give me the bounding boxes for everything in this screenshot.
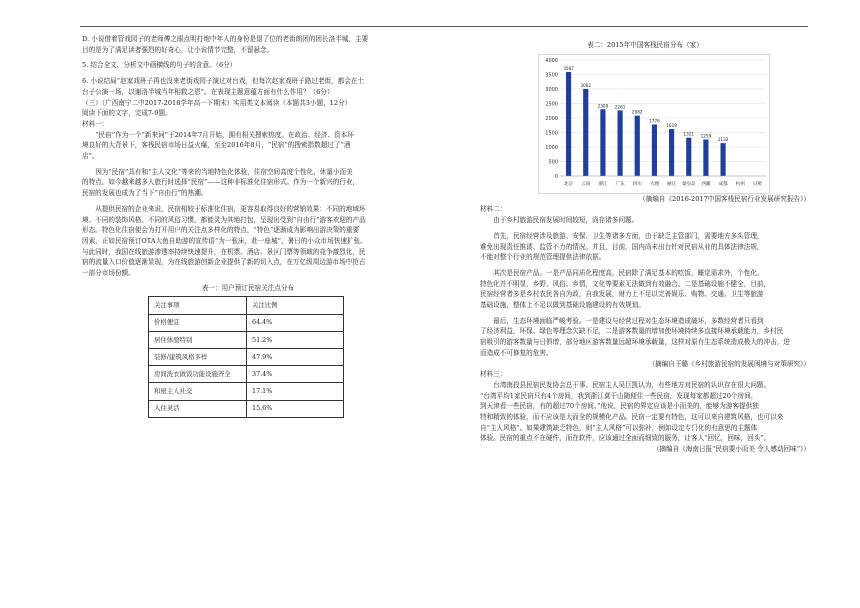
bar [566,72,571,176]
y-tick-label: 500 [548,159,558,166]
x-tick-label: 成都 [718,181,728,187]
text-line: 从提供民宿的企业来说，民宿相较于标准化住宿，更容易取得良好的营销效果：不同的地域环 [95,204,366,213]
text-line: 不能对整个行业的规范管理提供法律依据。 [480,253,606,262]
text-line: 特和精致的体验，而不应该是大而全的规模化产品。民宿一定要有特色，这可以来自建筑风格，也可以来 [480,413,784,422]
table-cell: 房间洗衣做饭功能设施齐全 [149,366,247,383]
data-label: 2300 [597,103,609,109]
bar [721,143,726,176]
x-tick-label: 广东 [615,181,625,187]
y-tick-label: 2000 [545,115,558,122]
bar [583,89,588,176]
x-tick-label: 秦皇岛 [681,181,696,187]
x-tick-label: 丽江 [666,181,677,187]
table-cell: 入住灵活 [149,400,247,417]
material-1-paragraph-1 [82,130,414,162]
material-1-paragraph-2 [82,167,414,199]
text-line: 宿的流量入口价值逐渐显现，为在线旅游创新企业提供了新的切入点，在万亿级周边游市场中抢占 [82,258,366,267]
data-label: 1776 [649,118,660,124]
table-cell: 和屋主人社交 [149,383,247,400]
text-line: “台湾平均1家民宿只有4个房间，我到浙江莫干山随便住一些民宿，发现每家都超过20个房间， [480,391,758,400]
chart-title: 表二：2015年中国客栈民宿分布（家） [587,41,703,49]
material-2-paragraph-4 [480,316,810,359]
material-2-label: 材料二： [480,205,507,214]
text-line: 形态。特色化住宿便会为打开用户的关注点多样化的特点，“特色”逐渐成为影响出游决策的重要 [82,226,360,235]
y-tick-label: 0 [554,173,558,180]
data-label: 1259 [700,133,712,139]
material-2-source: （摘编自王璐《乡村旅游民宿的发展困境与对策研究》） [648,359,810,368]
x-tick-label: 杭州 [735,181,745,187]
text-line: 了经济利益，环保、绿色等理念欠缺不足，二是游客数量的增加使环境持续多直接环境承载能力，乡村民 [480,327,784,336]
material-1-label: 材料一： [82,119,109,128]
left-column [82,34,414,418]
table-row [149,314,344,331]
data-label: 2261 [614,104,626,110]
text-line: 因素，正如民宿预订OTA大鱼自助游的宣传语“为一张床，赴一座城”，暑日的小众市场快速扩张。 [82,236,367,245]
x-tick-label: 四川 [632,181,642,187]
table-1-title: 表一：用户预订民宿关注点分布 [201,283,295,292]
material-3-label: 材料三： [480,370,507,379]
question-6-line2: 台子公演一场，以谢洛半城当年相救之恩”。在表现主题意蕴方面有什么作用？（6分） [82,87,334,96]
section-heading: （三）（广西南宁二中2017-2018学年高一下期末）实用类文本阅读（本题共3小题，12分） [82,98,352,107]
bar [635,115,640,175]
text-line: 到天津看一些民宿，有的超过70个房间。”他说，民宿的界定应该是小而美的，能够为游客提供独 [480,402,759,411]
table-header-row [149,297,344,314]
text-line: 的特点，如今越来越多人旅行时选择“民宿”——这种非标准化住宿形式。作为一个新兴的行业， [82,178,360,187]
material-1-paragraph-3 [82,204,414,279]
material-3-paragraph-1 [480,380,810,444]
material-2-paragraph-2 [480,231,810,263]
question-d-line1: D. 小说借着管戏园子的老师傅之眼点明打炮中年人的身份是退了位的老街朗团的团长洛半城，主要 [82,35,369,43]
text-line: 自“主人风格”。如果建筑缺乏特色，则“主人风格”可以弥补，例如设定专门化的有意思的主题体 [480,423,758,432]
y-tick-label: 4000 [545,57,558,64]
table-row [149,400,344,417]
right-column [480,34,810,455]
data-label: 1132 [717,136,729,142]
table-cell: 37.4% [247,366,344,383]
x-tick-label: 云南 [581,181,591,187]
table-cell: 64.4% [247,314,344,331]
material-2-paragraph-3 [480,268,810,311]
x-tick-label: 日照 [752,181,763,187]
y-tick-label: 3500 [545,72,558,79]
data-label: 1321 [683,131,695,137]
text-line: 与此同时，我国在线旅游渗透率持续快速提升，在机票、酒店、景区门票等领域的竞争激烈化，民 [82,247,366,256]
table-1 [148,296,344,417]
table-header-cell: 关注比例 [247,297,344,314]
text-line: 基础设施，整体上不足以做到基础设施建设的有效规划。 [480,301,645,310]
table-row [149,383,344,400]
text-line: 民宿的发展也成为了当下“自由行”的热潮。 [82,189,208,198]
y-tick-label: 1000 [545,144,558,151]
data-label: 1619 [666,122,677,128]
text-line: 台湾南投县民宿民发协会总干事、民宿主人吴巨凯认为，有些地方对民宿的认识存在很大问题。 [493,380,771,389]
text-line: 最后，生态环境面临严峻考验。一是建设与经营过程对生态环境造成破坏，多数经营者只看到 [493,316,764,325]
text-line: 一部分市场份额。 [82,269,135,278]
y-tick-label: 2500 [545,101,558,108]
text-line: 店”。 [82,152,99,161]
text-line: 其次是民宿产品。一是产品同质化程度高，民宿除了满足基本的吃饭、睡觉需求外，个性化、 [493,268,764,277]
text-line: 首先，民宿经营涉及旅游、安保、卫生等诸多方面，由于缺乏主管部门，需要地方多头管理， [493,231,764,240]
bar [600,109,605,176]
bar [703,139,708,176]
table-row [149,349,344,366]
text-line: 特色化并不明显，乡野、风俗、乡情，文化等要素无法做到有效融合。二是基础设施不健全，目前， [480,279,771,288]
data-label: 3587 [563,65,574,71]
question-5: 5. 结合全文，分析文中画横线的句子的含意。（6分） [82,61,237,70]
text-line: 境良好的大背景下，客栈民宿市场日益火爆，至至2016年8月，“民宿”的搜索指数超过了“酒 [82,141,351,150]
text-line: 民宿经营者多是乡村农民各自为政，自我发展，财力上不足以完善娱乐、购物、交通、卫生等旅游 [480,290,764,299]
material-2-intro: 由于乡村旅游民宿发展时间较短，尚存诸多问题。 [493,216,639,225]
instruction: 阅读下面的文字，完成7-9题。 [82,109,172,118]
text-line: 境、不同的装饰风格、不同的风俗习惯，都能灵为其地打包，呈现出受到“自由行”游客欢迎的产品 [82,215,366,224]
text-line: 宿吸引的游客数量与日俱增，部分地区游客数量远超环境承载量，这样对原有生态系统造成极大的冲击，进 [480,338,790,347]
table-row [149,331,344,348]
question-6-line1: 6. 小说结局“赵家戏班子再也没来老街戏园子演过对台戏，但每次赵家戏班子路过老街，都会在土 [82,77,365,86]
text-line: “民宿”作为一个“新来词”于2014年7月开始，拥有相关搜索热度。在政治、经济、资本环 [95,130,354,139]
x-tick-label: 浙江 [598,181,608,187]
bar-chart [538,54,770,194]
chart-source: （摘编自《2016-2017中国客栈民宿行业发展研究报告》） [639,194,810,203]
bar [686,137,691,175]
x-tick-label: 西藏 [701,181,711,187]
table-cell: 居住体验特别 [149,331,247,348]
text-line: 体验。民宿的重点不在硬件，而在软件，应该通过全面而细致的服务，让客人“回忆，回味，回头”。 [480,434,771,443]
chart-container [538,54,770,194]
y-tick-label: 1500 [545,130,558,137]
table-cell: 15.6% [247,400,344,417]
bar [652,124,657,176]
table-cell: 17.1% [247,383,344,400]
text-line: 而造成不可修复的危害。 [480,348,553,357]
data-label: 3002 [580,82,592,88]
x-tick-label: 大理 [649,181,660,187]
material-3-source: （摘编自《海南日报“民宿要小而美 令人感动回味”》） [652,445,810,454]
table-cell: 51.2% [247,331,344,348]
table-header-cell: 关注事项 [149,297,247,314]
table-cell: 装修/建筑风格多样 [149,349,247,366]
bar [618,110,623,176]
table-row [149,366,344,383]
question-d-line2: 目的是为了满足读者强烈的好奇心，让小说情节完整，不留悬念。 [82,45,274,54]
data-label: 2082 [631,109,643,115]
text-line: 难免出现责任推诿、监管不力的情况。并且，目前，国内尚未出台针对民宿从业的具体法律法规， [480,242,764,251]
text-line: 因为“民宿”具有和“主人文化”等来的当地特色化体验，住宿空间高度个性化、休量小而美 [95,167,353,176]
top-rule [80,26,808,27]
x-tick-label: 北京 [563,181,574,187]
table-cell: 47.9% [247,349,344,366]
table-cell: 价格便宜 [149,314,247,331]
bar [669,129,674,176]
y-tick-label: 3000 [545,86,558,93]
